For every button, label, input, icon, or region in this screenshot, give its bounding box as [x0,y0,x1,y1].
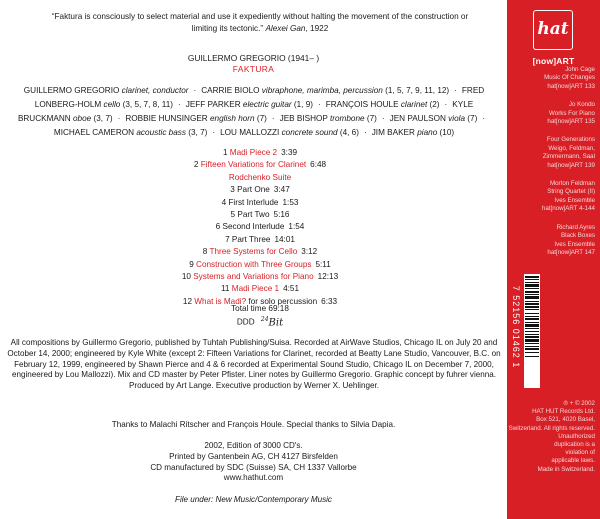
quote-author: Alexei Gan [265,23,306,33]
track-title: Systems and Variations for Piano [193,272,314,282]
barcode-bar [525,348,539,350]
musician-role: cello [103,100,121,109]
total-time: Total time 69:18 [231,304,289,313]
barcode-bar [525,294,539,295]
personnel-entry [280,114,377,123]
track-title: Three Systems for Cello [209,247,298,257]
track-row [150,259,370,271]
musician-name: JEN PAULSON [389,114,446,123]
track-duration: 6:48 [310,160,327,170]
edition-info [0,441,507,484]
thanks-line: Thanks to Malachi Ritscher and François Houle. Special thanks to Silvia Dapia. [111,420,396,429]
barcode-bar [525,301,539,302]
musician-name: JEB BISHOP [279,114,328,123]
musician-tracks: (3, 5, 7, 8, 11) [122,100,173,109]
barcode-bar [525,336,539,338]
track-title: Construction with Three Groups [196,259,312,269]
24bit-word: Bit [268,317,284,329]
barcode-bar [525,288,539,289]
track-title: Madi Piece 2 [229,148,278,157]
barcode-bar [525,318,539,320]
track-duration: 5:16 [273,210,290,220]
track-title: What is Madi? [194,296,247,306]
catalog-line: hat[now]ART 147 [547,248,595,256]
musician-tracks: (2) [429,100,440,109]
production-credits: All compositions by Guillermo Gregorio, published by Tuhtah Publishing/Suisa. Recorded at AirWave Studios, Chicago IL on July 20 and October 14, 2000; engineered by Kyle White (except 2: Fifteen Variations for Clarinet, recorded at Beatty Lane Studio, Vancouver, B.C. on February 12, 1999, engineered by Shawn Pierce and 4 & 6 recorded at Experimental Sound Studio, Chicago IL on December 7, 2000, engineered by Lou Mallozzi). Mix and CD master by Peter Pfister. Liner notes by Guillermo Gregorio. Graphic concept by fuhrer vienna. Produced by Art Lange. Executive production by Werner X. Uehlinger. [7,338,501,391]
barcode-bar [525,324,539,327]
copyright-line: ℗ + © 2002 [563,400,595,407]
personnel-entry [24,86,189,95]
catalog-line: Works For Piano [549,109,595,117]
musician-role: english horn [209,114,255,123]
musician-name: LOU MALLOZZI [220,128,280,137]
musician-name: ROBBIE HUNSINGER [125,114,208,123]
copyright-line: duplication is a [554,441,595,449]
track-row [150,159,370,171]
track-row [150,209,370,221]
catalog-line: hat[now]ART 135 [547,118,595,126]
catalog-line: String Quartet (II) [547,188,595,196]
track-number: 2 [193,160,199,170]
track-duration: 12:13 [317,272,339,282]
barcode-bar [525,346,539,347]
track-duration: 3:47 [273,185,290,195]
catalog-entry [507,180,595,214]
track-number: 6 [215,222,221,232]
track-list [150,147,370,308]
track-duration: 3:39 [281,148,298,157]
barcode-bar [525,331,539,332]
copyright-line: Made in Switzerland. [537,465,595,473]
track-row [150,234,370,246]
epigraph-quote [40,11,480,34]
quote-year: , 1922 [305,23,329,33]
quote-text: “Faktura is consciously to select material and use it expediently without halting the movement of the construction or limiting its tectonic.” [51,12,469,33]
copyright-line: HAT HUT Records Ltd. [532,408,595,416]
catalog-line: Four Generations [546,136,595,144]
catalog-line: Morton Feldman [549,180,595,188]
track-duration: 1:53 [282,197,299,207]
catalog-entry [507,224,595,258]
separator-dot: · [271,114,275,123]
separator-dot: · [212,128,216,137]
barcode-bar [525,339,539,342]
musician-tracks: (7) [366,114,377,123]
barcode-bar [525,343,539,344]
barcode-bar [525,322,539,323]
musician-tracks: (1, 9) [293,100,314,109]
catalog-line: hat[now]ART 4-144 [541,205,595,213]
catalog-line: Ives Ensemble [554,240,595,248]
separator-dot: · [363,128,367,137]
track-number: 9 [189,259,194,269]
separator-dot: · [117,114,121,123]
musician-role: electric guitar [242,100,292,109]
musician-tracks: (3, 7) [93,114,113,123]
musician-name: JIM BAKER [371,128,415,137]
separator-dot: · [318,100,321,109]
personnel-entry [326,100,440,109]
musician-role: clarinet [400,100,428,109]
track-duration: 6:33 [321,296,338,306]
musician-role: piano [417,128,438,137]
barcode-bar [525,284,539,287]
musician-role: oboe [73,114,92,123]
track-row [150,246,370,258]
separator-dot: · [444,100,448,109]
copyright-line: violation of [565,449,595,457]
track-number: 5 [230,210,236,220]
track-title: Second Interlude [222,222,285,232]
musician-name: KYLE BRUCKMANN [17,100,474,123]
track-title: Part Three [231,234,271,244]
barcode-bar [525,316,539,317]
red-spine-panel [507,0,600,519]
catalog-line: Music Of Changes [544,74,595,82]
track-title: Rodchenko Suite [228,172,292,182]
catalog-line: Ives Ensemble [554,196,595,204]
track-duration: 5:11 [315,259,331,269]
personnel-entry [390,114,478,123]
personnel-entry [186,100,313,109]
track-title: Madi Piece 1 [231,284,280,294]
musician-role: clarinet, conductor [121,86,189,95]
separator-dot: · [381,114,385,123]
composer-heading: GUILLERMO GREGORIO (1941– ) [187,53,320,63]
barcode-bar [525,356,539,357]
track-number: 10 [181,272,191,282]
recording-format [200,314,320,328]
album-title: FAKTURA [232,64,275,74]
musician-role: concrete sound [281,128,338,137]
catalog-line: John Cage [565,66,595,73]
musician-role: viola [448,114,466,123]
catalog-line: Zimmermann, Saal [542,153,595,161]
track-row [150,221,370,233]
file-under-line: File under: New Music/Contemporary Music [175,495,332,504]
musician-name: FRED LONBERG-HOLM [34,86,485,109]
track-number: 7 [225,234,230,244]
barcode-bar [525,303,539,305]
website-line: www.hathut.com [223,473,284,483]
barcode-bar [525,309,539,310]
musician-tracks: (10) [439,128,455,137]
barcode-bar [525,291,539,293]
separator-dot: · [482,114,486,123]
copyright-line: Unauthorized [558,432,595,440]
track-row [150,172,370,184]
catalog-line: Weigo, Feldman, [548,144,595,152]
track-row [150,184,370,196]
track-duration: 3:12 [301,247,318,257]
catalog-list [507,66,595,267]
personnel-list [14,84,494,140]
track-subtitle: for solo percussion [246,296,318,306]
barcode [524,274,540,388]
musician-role: acoustic bass [136,128,186,137]
track-number: 1 [222,148,228,157]
musician-name: CARRIE BIOLO [201,86,260,95]
musician-tracks: (3, 7) [188,128,208,137]
track-title: Part One [237,185,270,195]
personnel-entry [220,128,359,137]
barcode-bar [525,328,539,329]
manufacturer-line: CD manufactured by SDC (Suisse) SA, CH 1337 Vallorbe [150,462,357,472]
catalog-line: Jo Kondo [568,101,595,109]
copyright-block [507,400,595,474]
track-duration: 4:51 [283,284,300,294]
copyright-line: applicable laws. [551,457,595,465]
track-row [150,147,370,159]
track-title: Fifteen Variations for Clarinet [200,160,307,170]
track-duration: 1:54 [288,222,305,232]
catalog-entry [507,136,595,170]
track-title: First Interlude [228,197,279,207]
hat-logo [533,10,573,50]
musician-tracks: (7) [256,114,267,123]
catalog-line: Black Boxes [560,232,595,240]
separator-dot: · [454,86,457,95]
copyright-line: Box 521, 4020 Basel, [536,416,595,424]
24bit-logo [261,314,283,328]
barcode-bar [525,352,539,353]
musician-name: MICHAEL CAMERON [53,128,135,137]
separator-dot: · [177,100,181,109]
edition-line: 2002, Edition of 3000 CD's. [204,441,303,450]
barcode-bar [525,313,539,314]
musician-name: GUILLERMO GREGORIO [23,86,120,95]
personnel-entry [54,128,208,137]
catalog-entry [507,66,595,91]
track-duration: 14:01 [274,234,295,244]
hat-logo-text: hat [537,19,569,39]
track-title: Part Two [237,210,270,220]
musician-role: trombone [330,114,365,123]
barcode-bar [525,306,539,308]
24bit-number: 24 [260,316,269,323]
catalog-entry [507,101,595,126]
personnel-entry [125,114,267,123]
label-name: [now]ART [532,56,575,66]
catalog-line: hat[now]ART 133 [547,82,595,90]
separator-dot: · [193,86,197,95]
track-row [150,197,370,209]
barcode-bar [525,282,539,283]
track-row [150,283,370,295]
musician-name: FRANÇOIS HOULE [325,100,399,109]
track-number: 11 [220,284,230,294]
printer-line: Printed by Gantenbein AG, CH 4127 Birsfelden [169,451,338,461]
catalog-line: hat[now]ART 139 [547,161,595,169]
track-number: 8 [202,247,208,257]
musician-tracks: (7) [467,114,478,123]
copyright-line: Switzerland. All rights reserved. [508,424,595,432]
barcode-bars [525,276,539,386]
personnel-entry [201,86,449,95]
track-number: 4 [221,197,227,207]
barcode-bar [525,279,539,280]
ddd-label: DDD [236,317,255,327]
barcode-number: 7 52156 01462 1 [511,285,521,369]
barcode-bar [525,276,539,278]
musician-tracks: (1, 5, 7, 9, 11, 12) [385,86,450,95]
personnel-entry [372,128,454,137]
musician-tracks: (4, 6) [339,128,359,137]
barcode-bar [525,296,539,299]
track-row [150,271,370,283]
musician-name: JEFF PARKER [185,100,241,109]
track-number: 3 [230,185,235,195]
track-number: 12 [182,296,192,306]
musician-role: vibraphone, marimba, percussion [261,86,383,95]
barcode-bar [525,334,539,335]
catalog-line: Richard Ayres [556,223,595,231]
